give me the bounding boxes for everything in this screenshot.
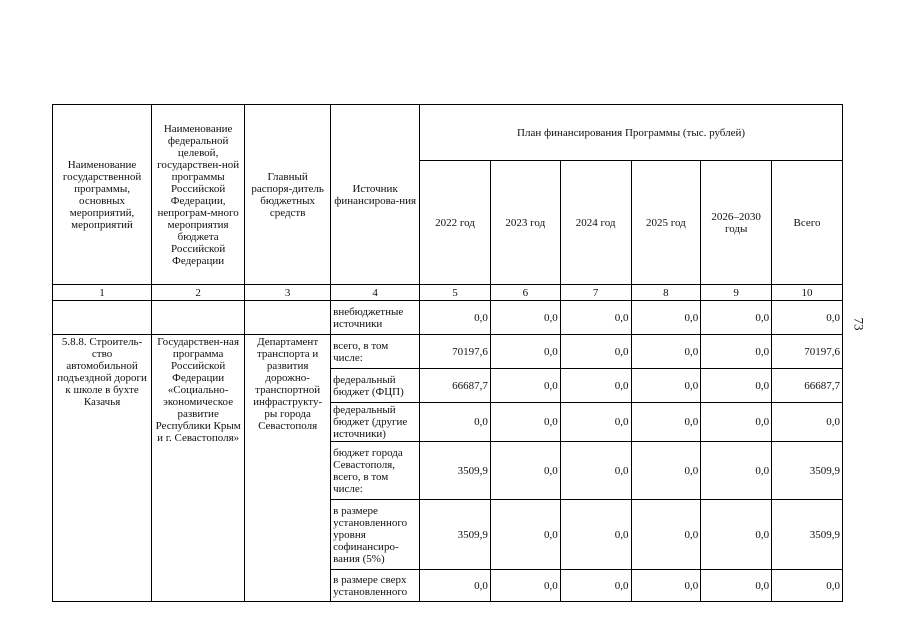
value-cell: 0,0 (560, 369, 631, 403)
value-cell: 0,0 (701, 369, 772, 403)
value-cell: 0,0 (701, 335, 772, 369)
value-cell: 0,0 (772, 570, 843, 602)
funding-source-cell: в размере сверх установленного (331, 570, 420, 602)
col-number: 9 (701, 285, 772, 301)
value-cell: 0,0 (490, 570, 560, 602)
funding-source-cell: всего, в том числе: (331, 335, 420, 369)
value-cell: 0,0 (560, 570, 631, 602)
value-cell: 0,0 (701, 442, 772, 500)
table-row (53, 335, 843, 369)
header-funding-source: Источник финансирова-ния (331, 105, 420, 285)
header-federal-program: Наименование федеральной целевой, государствен-ной программы Российской Федерации, непрограм-много мероприятия бюджета Российской Федерации (152, 105, 245, 285)
value-cell: 0,0 (560, 335, 631, 369)
value-cell: 0,0 (490, 369, 560, 403)
funding-source-cell: внебюджетные источники (331, 301, 420, 335)
col-number: 4 (331, 285, 420, 301)
value-cell: 0,0 (701, 500, 772, 570)
empty-cell (245, 301, 331, 335)
value-cell: 0,0 (772, 301, 843, 335)
federal-program-cell: Государствен-ная программа Российской Федерации «Социально-экономическое развитие Республики Крым и г. Севастополя» (152, 335, 245, 602)
budget-manager-cell: Департамент транспорта и развития дорожно-транспортной инфраструкту-ры города Севастополя (245, 335, 331, 602)
page-number: 73 (851, 317, 867, 331)
col-number: 1 (53, 285, 152, 301)
value-cell: 0,0 (560, 500, 631, 570)
value-cell: 0,0 (490, 301, 560, 335)
col-number: 8 (631, 285, 701, 301)
value-cell: 70197,6 (772, 335, 843, 369)
header-years-2026-2030: 2026–2030 годы (701, 161, 772, 285)
col-number: 6 (490, 285, 560, 301)
value-cell: 66687,7 (420, 369, 491, 403)
value-cell: 66687,7 (772, 369, 843, 403)
header-year-2022: 2022 год (420, 161, 491, 285)
value-cell: 0,0 (772, 403, 843, 442)
value-cell: 0,0 (631, 500, 701, 570)
value-cell: 0,0 (631, 369, 701, 403)
value-cell: 3509,9 (772, 442, 843, 500)
value-cell: 0,0 (631, 570, 701, 602)
funding-source-cell: федеральный бюджет (другие источники) (331, 403, 420, 442)
value-cell: 0,0 (701, 570, 772, 602)
empty-cell (152, 301, 245, 335)
value-cell: 0,0 (631, 442, 701, 500)
header-financing-plan: План финансирования Программы (тыс. рублей) (420, 105, 843, 161)
col-number: 5 (420, 285, 491, 301)
header-program-name: Наименование государственной программы, основных мероприятий, мероприятий (53, 105, 152, 285)
value-cell: 3509,9 (420, 500, 491, 570)
value-cell: 3509,9 (772, 500, 843, 570)
value-cell: 0,0 (420, 403, 491, 442)
value-cell: 70197,6 (420, 335, 491, 369)
value-cell: 0,0 (560, 403, 631, 442)
value-cell: 0,0 (560, 301, 631, 335)
value-cell: 0,0 (701, 301, 772, 335)
table-row (53, 301, 843, 335)
value-cell: 0,0 (631, 403, 701, 442)
col-number: 3 (245, 285, 331, 301)
value-cell: 0,0 (490, 442, 560, 500)
value-cell: 0,0 (420, 570, 491, 602)
col-number: 7 (560, 285, 631, 301)
value-cell: 0,0 (631, 301, 701, 335)
value-cell: 0,0 (560, 442, 631, 500)
col-number: 2 (152, 285, 245, 301)
value-cell: 0,0 (701, 403, 772, 442)
funding-source-cell: в размере установленного уровня софинансиро-вания (5%) (331, 500, 420, 570)
header-year-2023: 2023 год (490, 161, 560, 285)
value-cell: 0,0 (631, 335, 701, 369)
column-number-row (53, 285, 843, 301)
header-budget-manager: Главный распоря-дитель бюджетных средств (245, 105, 331, 285)
col-number: 10 (772, 285, 843, 301)
measure-name-cell: 5.8.8. Строитель-ство автомобильной подъездной дороги к школе в бухте Казачья (53, 335, 152, 602)
header-year-2024: 2024 год (560, 161, 631, 285)
value-cell: 0,0 (490, 403, 560, 442)
value-cell: 0,0 (420, 301, 491, 335)
funding-source-cell: бюджет города Севастополя, всего, в том числе: (331, 442, 420, 500)
header-year-2025: 2025 год (631, 161, 701, 285)
value-cell: 3509,9 (420, 442, 491, 500)
header-row-1 (53, 105, 843, 161)
value-cell: 0,0 (490, 335, 560, 369)
empty-cell (53, 301, 152, 335)
header-total: Всего (772, 161, 843, 285)
financing-table (52, 104, 843, 602)
funding-source-cell: федеральный бюджет (ФЦП) (331, 369, 420, 403)
value-cell: 0,0 (490, 500, 560, 570)
